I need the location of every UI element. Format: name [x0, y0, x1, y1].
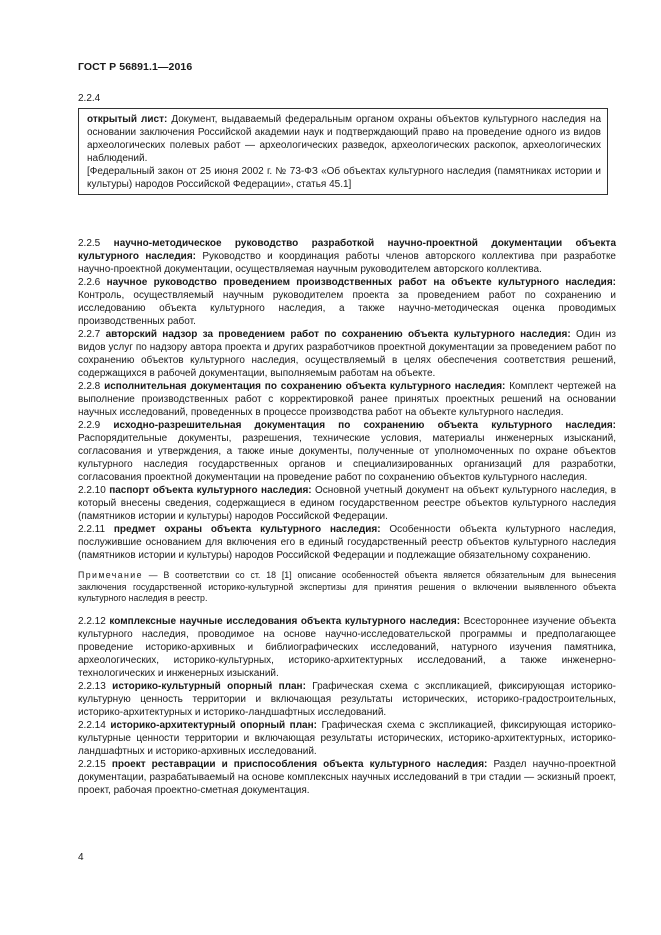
note-label: Примечание	[78, 570, 143, 580]
term-label: комплексные научные исследования объекта культурного наследия:	[109, 615, 461, 627]
term-label: предмет охраны объекта культурного наследия:	[113, 524, 381, 535]
section-number: 2.2.4	[78, 93, 101, 104]
term-entry	[78, 758, 616, 797]
note-text: — В соответствии со ст. 18 [1] описание особенностей объекта является обязательным для вынесения заключения государственной историко-культурной экспертизы для принятия решения о включении выявленного объекта культурного наследия в реестр.	[78, 570, 616, 603]
term-number: 2.2.12	[78, 615, 106, 627]
term-number: 2.2.15	[78, 758, 106, 770]
term-label: авторский надзор за проведением работ по сохранению объекта культурного наследия:	[105, 329, 571, 340]
term-entry	[78, 615, 616, 680]
term-definition: Руководство и координация работы членов авторского коллектива при разработке научно-проектной документации, осуществляемая научным руководителем авторского коллектива.	[78, 251, 616, 275]
term-definition: Раздел научно-проектной документации, разрабатываемый на основе комплексных научных исследований в три стадии — эскизный проект, проект, рабочая проектно-сметная документация.	[78, 758, 616, 796]
term-entry	[78, 328, 616, 380]
term-definition: Распорядительные документы, разрешения, технические условия, материалы инженерных изысканий, согласования и утверждения, а также иные документы, полученные от уполномоченных по охране объектов культурного наследия государственных органов и специализированных организаций для разработки, согласования проектной документации на проведение работ по сохранению объектов культурного наследия.	[78, 433, 616, 483]
term-number: 2.2.14	[78, 719, 106, 731]
page-number: 4	[78, 852, 84, 863]
term-number: 2.2.13	[78, 680, 106, 692]
term-label: научно-методическое руководство разработкой научно-проектной документации объекта культурного наследия:	[78, 238, 617, 262]
term-entry	[78, 523, 616, 562]
term-entry	[78, 380, 616, 419]
term-label: исполнительная документация по сохранению объекта культурного наследия:	[104, 381, 506, 392]
boxed-definition	[78, 108, 608, 195]
term-entry	[78, 419, 616, 484]
term-number: 2.2.11	[78, 524, 106, 535]
term-definition: Всестороннее изучение объекта культурного наследия, проводимое на основе научно-исследовательской программы и предполагающее проведение историко-архивных и библиографических исследований, натурного изучения памятника, археологических, историко-культурных, историко-архитектурных исследований, а также инженерно-технологических и инженерных изысканий.	[78, 615, 616, 679]
term-definition: Комплект чертежей на выполнение производственных работ с корректировкой ранее принятых проектных решений на основании научных исследований, проведенных в процессе производства работ на объекте культурного наследия.	[78, 381, 616, 418]
term-definition: Особенности объекта культурного наследия, послужившие основанием для включения его в единый государственный реестр объектов культурного наследия (памятников истории и культуры) народов Российской Федерации и подлежащие обязательному сохранению.	[78, 524, 617, 561]
term-number: 2.2.10	[78, 485, 106, 496]
term-entry	[78, 719, 616, 758]
term-definition: Графическая схема с экспликацией, фиксирующая историко-культурные ценности территории и включающая результаты исторических, историко-архитектурных, историко-ландшафтных и историко-архивных исследований.	[78, 719, 616, 757]
term-label: исходно-разрешительная документация по сохранению объекта культурного наследия:	[113, 420, 617, 431]
definition-paragraph	[87, 113, 601, 165]
term-label: открытый лист:	[87, 114, 168, 125]
term-number: 2.2.8	[78, 381, 101, 392]
term-number: 2.2.5	[78, 238, 101, 249]
term-definition: Контроль, осуществляемый научным руководителем проекта за проведением работ по сохранению и исследованию объекта культурного наследия, а также научно-методическая оценка проводимых производственных работ.	[78, 290, 616, 327]
term-definition: Основной учетный документ на объект культурного наследия, в который внесены сведения, содержащиеся в едином государственном реестре объектов культурного наследия (памятников истории и культуры) народов Российской Федерации.	[78, 485, 617, 522]
terms-list	[78, 237, 616, 797]
term-entry	[78, 237, 616, 276]
note	[78, 570, 616, 605]
term-definition: Графическая схема с экспликацией, фиксирующая историко-культурную ценность территории и включающая результаты исторических, историко-градостроительных, историко-архитектурных и историко-ландшафтных исследований.	[78, 680, 617, 718]
term-label: историко-культурный опорный план:	[112, 680, 306, 692]
term-label: историко-архитектурный опорный план:	[110, 719, 317, 731]
term-number: 2.2.6	[78, 277, 101, 288]
term-definition: Один из видов услуг по надзору автора проекта и других разработчиков проектной документации за проведением работ по сохранению объектов культурного наследия, осуществляемый в целях обеспечения соответствия решений, содержащихся в рабочей документации, выполняемым работам на объекте.	[78, 329, 616, 379]
term-entry	[78, 276, 616, 328]
term-definition: Документ, выдаваемый федеральным органом охраны объектов культурного наследия на основании заключения Российской академии наук и подтверждающий право на проведение одного из видов археологических полевых работ — археологических разведок, археологических раскопок, археологических наблюдений.	[87, 114, 602, 164]
term-entry	[78, 484, 616, 523]
legal-reference: [Федеральный закон от 25 июня 2002 г. № 73-ФЗ «Об объектах культурного наследия (памятниках истории и культуры) народов Российской Федерации», статья 45.1]	[87, 166, 601, 190]
term-label: научное руководство проведением производственных работ на объекте культурного наследия:	[106, 277, 616, 288]
term-number: 2.2.9	[78, 420, 101, 431]
term-label: паспорт объекта культурного наследия:	[109, 485, 312, 496]
document-header: ГОСТ Р 56891.1—2016	[78, 61, 193, 73]
term-label: проект реставрации и приспособления объекта культурного наследия:	[111, 758, 488, 770]
term-number: 2.2.7	[78, 329, 101, 340]
term-entry	[78, 680, 616, 719]
